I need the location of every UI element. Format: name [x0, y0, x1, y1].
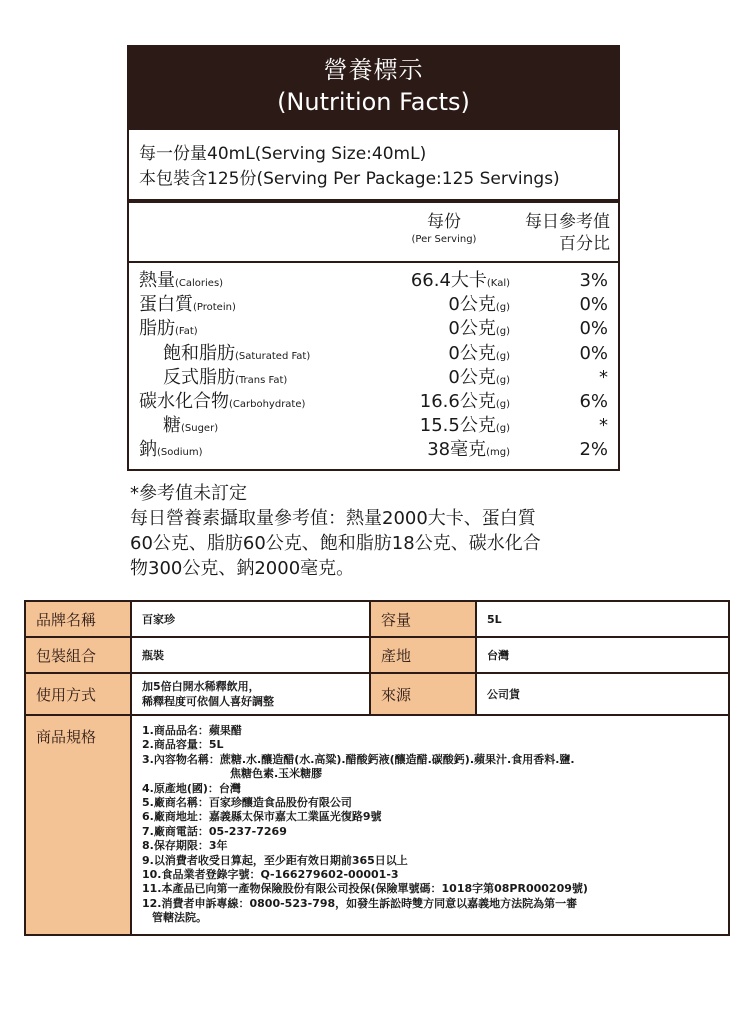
- product-spec-table: [24, 600, 730, 936]
- list-item: 4.原產地(國)：台灣: [142, 781, 241, 795]
- list-item: 1.商品品名：蘋果醋: [142, 724, 242, 737]
- nutrition-header: [129, 47, 618, 130]
- list-item: 管轄法院。: [152, 911, 207, 925]
- list-item: 12.消費者申訴專線：0800-523-798，如發生訴訟時雙方同意以嘉義地方法院為第一審: [142, 896, 578, 910]
- origin-label: 產地: [370, 637, 476, 673]
- brand-label: 品牌名稱: [25, 601, 131, 637]
- nutrient-row-saturated-fat: 飽和脂肪(Saturated Fat) 0公克(g) 0%: [163, 342, 608, 364]
- nutrient-row-calories: 熱量(Calories) 66.4大卡(Kal) 3%: [139, 270, 608, 291]
- list-item: 6.廠商地址：嘉義縣太保市嘉太工業區光復路9號: [142, 810, 382, 824]
- list-item: 2.商品容量：5L: [142, 738, 224, 752]
- nutrient-row-fat: 脂肪(Fat) 0公克(g) 0%: [139, 318, 608, 340]
- nutrient-rows: [129, 263, 618, 463]
- list-item: 焦糖色素.玉米糖膠: [230, 767, 323, 781]
- list-item: 9.以消費者收受日算起，至少距有效日期前365日以上: [142, 853, 408, 867]
- nutrient-row-trans-fat: 反式脂肪(Trans Fat) 0公克(g) *: [163, 366, 608, 388]
- nutrition-facts-panel: [127, 45, 620, 471]
- nutrition-title-zh: 營養標示: [323, 56, 424, 84]
- list-item: 7.廠商電話：05-237-7269: [142, 824, 287, 838]
- per-serving-header: 每份 (Per Serving): [411, 212, 477, 245]
- source-label: 來源: [370, 673, 476, 715]
- note-line: 物300公克、鈉2000毫克。: [130, 558, 355, 579]
- serving-size: 每一份量40mL(Serving Size:40mL): [139, 144, 427, 164]
- details-list: [132, 716, 728, 934]
- serving-info: [129, 130, 618, 203]
- list-item: 5.廠商名稱：百家珍釀造食品股份有限公司: [142, 796, 352, 810]
- usage-label: 使用方式: [25, 673, 131, 715]
- capacity-value: 5L: [476, 601, 729, 637]
- list-item: 3.內容物名稱：蔗糖.水.釀造醋(水.高粱).醋酸鈣液(釀造醋.碳酸鈣).蘋果汁.食用香料.鹽.: [142, 752, 575, 766]
- nutrition-title-en: (Nutrition Facts): [277, 88, 470, 116]
- note-line: 每日營養素攝取量參考值：熱量2000大卡、蛋白質: [130, 508, 536, 529]
- daily-value-header: 每日參考值 百分比: [525, 212, 610, 254]
- brand-value: 百家珍: [131, 601, 370, 637]
- usage-value: 加5倍白開水稀釋飲用， 稀釋程度可依個人喜好調整: [131, 673, 370, 715]
- note-line: *參考值未訂定: [130, 483, 247, 504]
- table-row: [25, 637, 729, 673]
- nutrient-row-sugar: 糖(Suger) 15.5公克(g) *: [163, 415, 608, 437]
- list-item: 10.食品業者登錄字號：Q-166279602-00001-3: [142, 868, 399, 882]
- nutrient-row-sodium: 鈉(Sodium) 38毫克(mg) 2%: [139, 439, 608, 461]
- package-label: 包裝組合: [25, 637, 131, 673]
- list-item: 11.本產品已向第一產物保險股份有限公司投保(保險單號碼：1018字第08PR000209號): [142, 882, 588, 896]
- capacity-label: 容量: [370, 601, 476, 637]
- note-line: 60公克、脂肪60公克、飽和脂肪18公克、碳水化合: [130, 533, 541, 554]
- column-headers: [129, 203, 618, 263]
- table-row: [25, 673, 729, 715]
- servings-per-package: 本包裝含125份(Serving Per Package:125 Servings): [139, 169, 560, 189]
- details-value: [131, 715, 729, 935]
- list-item: 8.保存期限：3年: [142, 839, 228, 853]
- table-row: [25, 715, 729, 935]
- source-value: 公司貨: [476, 673, 729, 715]
- details-label: 商品規格: [25, 715, 131, 935]
- nutrient-row-protein: 蛋白質(Protein) 0公克(g) 0%: [139, 294, 608, 316]
- nutrient-row-carbohydrate: 碳水化合物(Carbohydrate) 16.6公克(g) 6%: [139, 390, 608, 412]
- table-row: [25, 601, 729, 637]
- origin-value: 台灣: [476, 637, 729, 673]
- daily-reference-note: [130, 481, 630, 581]
- package-value: 瓶裝: [131, 637, 370, 673]
